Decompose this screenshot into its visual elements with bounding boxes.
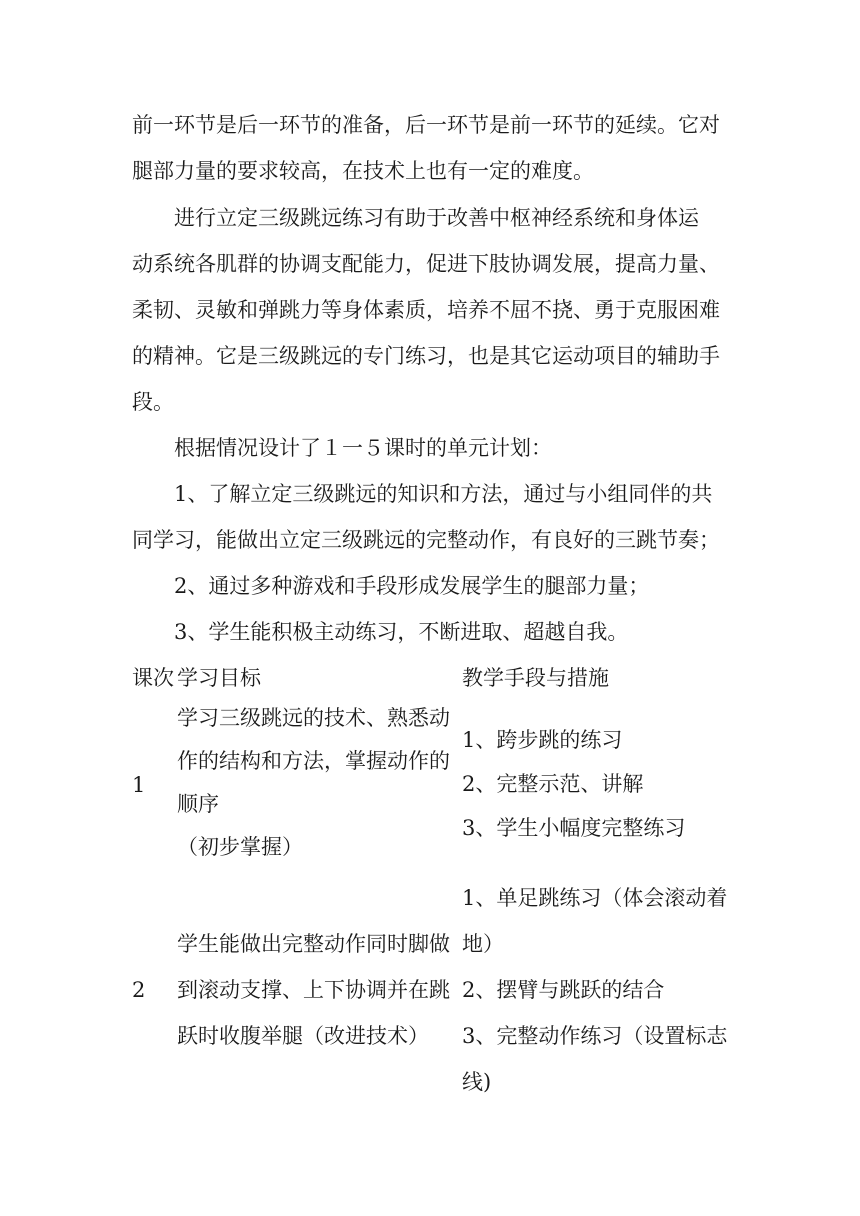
text-line: 3、学生能积极主动练习，不断进取、超越自我。 — [174, 620, 629, 644]
paragraph-unit-plan — [132, 425, 732, 471]
row-2-lesson: 2 — [132, 978, 146, 1002]
means-line: 1、单足跳练习（体会滚动着 — [462, 886, 728, 910]
header-means: 教学手段与措施 — [462, 666, 609, 690]
means-line: 3、学生小幅度完整练习 — [462, 816, 686, 840]
text-line: 柔韧、灵敏和弹跳力等身体素质，培养不屈不挠、勇于克服困难 — [132, 298, 720, 322]
row-1-lesson: 1 — [132, 773, 146, 797]
means-line: 3、完整动作练习（设置标志 — [462, 1024, 728, 1048]
goal-item-3 — [132, 609, 732, 655]
objective-line: 跃时收腹举腿（改进技术） — [177, 1024, 429, 1048]
row-1-means — [462, 718, 685, 850]
objective-line: 到滚动支撑、上下协调并在跳 — [177, 978, 450, 1002]
text-line: 2、通过多种游戏和手段形成发展学生的腿部力量； — [174, 574, 650, 598]
paragraph-continuation — [132, 102, 732, 194]
header-lesson: 课次 — [132, 666, 174, 690]
objective-line: 学习三级跳远的技术、熟悉动 — [177, 706, 450, 730]
goal-item-2 — [132, 563, 732, 609]
objective-line: （初步掌握） — [177, 835, 303, 859]
text-line: 同学习，能做出立定三级跳远的完整动作，有良好的三跳节奏； — [132, 528, 720, 552]
text-line: 腿部力量的要求较高，在技术上也有一定的难度。 — [132, 159, 594, 183]
text-line: 1、了解立定三级跳远的知识和方法，通过与小组同伴的共 — [174, 482, 713, 506]
header-objective: 学习目标 — [177, 666, 261, 690]
means-line: 1、跨步跳的练习 — [462, 728, 623, 752]
row-2-means — [462, 875, 727, 1105]
text-line: 根据情况设计了１一５课时的单元计划： — [174, 436, 552, 460]
text-line: 段。 — [132, 390, 174, 414]
text-line: 前一环节是后一环节的准备，后一环节是前一环节的延续。它对 — [132, 113, 720, 137]
text-line: 进行立定三级跳远练习有助于改善中枢神经系统和身体运 — [174, 206, 699, 230]
means-line: 2、完整示范、讲解 — [462, 772, 644, 796]
row-2-objective — [177, 967, 450, 1059]
objective-line: 作的结构和方法，掌握动作的 — [177, 749, 450, 773]
text-line: 的精神。它是三级跳远的专门练习，也是其它运动项目的辅助手 — [132, 344, 720, 368]
means-line: 地） — [462, 932, 504, 956]
means-line: 2、摆臂与跳跃的结合 — [462, 978, 665, 1002]
paragraph-benefits — [132, 195, 732, 425]
means-line: 线) — [462, 1070, 492, 1094]
objective-line: 顺序 — [177, 792, 219, 816]
row-1-objective — [177, 697, 450, 869]
goal-item-1 — [132, 471, 732, 563]
text-line: 动系统各肌群的协调支配能力，促进下肢协调发展，提高力量、 — [132, 252, 720, 276]
row-2-objective-first: 学生能做出完整动作同时脚做 — [177, 932, 450, 956]
